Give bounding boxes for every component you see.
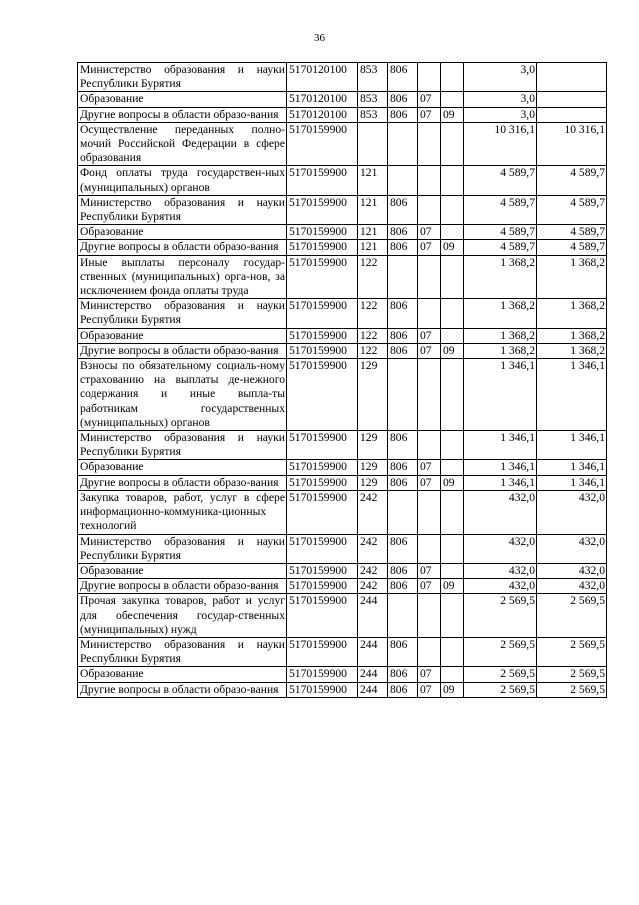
cell-administrator-code: 806: [388, 328, 418, 343]
cell-name: Образование: [78, 225, 287, 240]
cell-administrator-code: 806: [388, 299, 418, 328]
cell-expense-type: 121: [358, 225, 388, 240]
cell-target-article: 5170159900: [287, 563, 358, 578]
cell-expense-type: 244: [358, 594, 388, 638]
cell-administrator-code: 806: [388, 63, 418, 92]
cell-target-article: 5170120100: [287, 63, 358, 92]
cell-subsection: [441, 667, 464, 682]
cell-expense-type: 853: [358, 92, 388, 107]
cell-name: Другие вопросы в области образо-вания: [78, 343, 287, 358]
cell-subsection: [441, 299, 464, 328]
table-row: [78, 490, 607, 534]
cell-administrator-code: [388, 359, 418, 431]
cell-section: 07: [418, 240, 441, 255]
cell-expense-type: 242: [358, 563, 388, 578]
cell-expense-type: 129: [358, 431, 388, 460]
cell-name: Образование: [78, 460, 287, 475]
cell-amount-federal: 1 368,2: [537, 328, 607, 343]
cell-administrator-code: 806: [388, 107, 418, 122]
cell-expense-type: 129: [358, 359, 388, 431]
cell-subsection: [441, 637, 464, 666]
table-body: [78, 63, 607, 698]
cell-name: Министерство образования и науки Республики Бурятия: [78, 637, 287, 666]
cell-section: [418, 166, 441, 195]
cell-amount: 4 589,7: [464, 195, 537, 224]
cell-expense-type: 121: [358, 195, 388, 224]
table-row: [78, 195, 607, 224]
table-row: [78, 225, 607, 240]
cell-section: 07: [418, 92, 441, 107]
cell-amount-federal: [537, 92, 607, 107]
cell-expense-type: [358, 122, 388, 166]
cell-expense-type: 853: [358, 107, 388, 122]
cell-amount: 1 368,2: [464, 328, 537, 343]
table-row: [78, 328, 607, 343]
cell-amount: 432,0: [464, 579, 537, 594]
cell-administrator-code: 806: [388, 534, 418, 563]
cell-subsection: [441, 431, 464, 460]
cell-subsection: [441, 594, 464, 638]
cell-subsection: 09: [441, 240, 464, 255]
cell-amount-federal: 1 368,2: [537, 255, 607, 299]
cell-name: Образование: [78, 563, 287, 578]
cell-amount-federal: 4 589,7: [537, 166, 607, 195]
table-row: [78, 166, 607, 195]
cell-expense-type: 122: [358, 299, 388, 328]
cell-administrator-code: 806: [388, 195, 418, 224]
cell-target-article: 5170120100: [287, 92, 358, 107]
cell-section: 07: [418, 475, 441, 490]
cell-amount-federal: [537, 63, 607, 92]
cell-amount: 2 569,5: [464, 594, 537, 638]
cell-administrator-code: [388, 122, 418, 166]
cell-administrator-code: 806: [388, 343, 418, 358]
cell-target-article: 5170159900: [287, 579, 358, 594]
cell-target-article: 5170159900: [287, 682, 358, 697]
table-row: [78, 107, 607, 122]
cell-expense-type: 242: [358, 490, 388, 534]
cell-target-article: 5170159900: [287, 637, 358, 666]
cell-subsection: 09: [441, 343, 464, 358]
cell-subsection: 09: [441, 579, 464, 594]
cell-expense-type: 244: [358, 682, 388, 697]
table-row: [78, 579, 607, 594]
cell-expense-type: 121: [358, 240, 388, 255]
cell-target-article: 5170159900: [287, 299, 358, 328]
cell-expense-type: 122: [358, 343, 388, 358]
cell-expense-type: 242: [358, 534, 388, 563]
cell-section: [418, 490, 441, 534]
cell-amount: 1 346,1: [464, 431, 537, 460]
cell-section: 07: [418, 667, 441, 682]
cell-administrator-code: 806: [388, 225, 418, 240]
cell-amount-federal: 4 589,7: [537, 240, 607, 255]
cell-target-article: 5170159900: [287, 667, 358, 682]
cell-amount-federal: 1 346,1: [537, 431, 607, 460]
cell-name: Другие вопросы в области образо-вания: [78, 240, 287, 255]
cell-name: Образование: [78, 328, 287, 343]
cell-subsection: [441, 534, 464, 563]
cell-amount-federal: 432,0: [537, 534, 607, 563]
cell-amount: 10 316,1: [464, 122, 537, 166]
cell-subsection: [441, 195, 464, 224]
cell-amount-federal: 432,0: [537, 579, 607, 594]
cell-amount-federal: 1 368,2: [537, 299, 607, 328]
cell-target-article: 5170159900: [287, 195, 358, 224]
cell-name: Образование: [78, 92, 287, 107]
table-row: [78, 240, 607, 255]
cell-target-article: 5170159900: [287, 475, 358, 490]
cell-subsection: [441, 63, 464, 92]
cell-name: Министерство образования и науки Республики Бурятия: [78, 534, 287, 563]
cell-target-article: 5170159900: [287, 328, 358, 343]
cell-administrator-code: 806: [388, 682, 418, 697]
cell-amount: 432,0: [464, 490, 537, 534]
cell-administrator-code: 806: [388, 92, 418, 107]
cell-expense-type: 121: [358, 166, 388, 195]
cell-subsection: [441, 359, 464, 431]
cell-expense-type: 242: [358, 579, 388, 594]
cell-amount: 1 368,2: [464, 299, 537, 328]
cell-amount-federal: 1 368,2: [537, 343, 607, 358]
table-row: [78, 563, 607, 578]
cell-subsection: [441, 225, 464, 240]
cell-section: [418, 122, 441, 166]
cell-administrator-code: [388, 166, 418, 195]
table-row: [78, 431, 607, 460]
table-row: [78, 299, 607, 328]
cell-amount: 2 569,5: [464, 682, 537, 697]
table-row: [78, 682, 607, 697]
cell-amount: 1 346,1: [464, 475, 537, 490]
cell-section: [418, 534, 441, 563]
cell-amount-federal: 4 589,7: [537, 225, 607, 240]
cell-section: 07: [418, 682, 441, 697]
cell-target-article: 5170159900: [287, 255, 358, 299]
cell-subsection: 09: [441, 682, 464, 697]
cell-amount-federal: 432,0: [537, 563, 607, 578]
cell-expense-type: 244: [358, 637, 388, 666]
table-row: [78, 359, 607, 431]
cell-subsection: [441, 460, 464, 475]
cell-target-article: 5170159900: [287, 122, 358, 166]
cell-amount: 4 589,7: [464, 225, 537, 240]
table-row: [78, 637, 607, 666]
cell-amount-federal: 4 589,7: [537, 195, 607, 224]
cell-target-article: 5170159900: [287, 166, 358, 195]
page-number: 36: [314, 32, 325, 44]
cell-amount-federal: 2 569,5: [537, 637, 607, 666]
table-row: [78, 460, 607, 475]
cell-subsection: [441, 563, 464, 578]
cell-administrator-code: 806: [388, 667, 418, 682]
cell-name: Осуществление переданных полно-мочий Российской Федерации в сфере образования: [78, 122, 287, 166]
cell-section: [418, 195, 441, 224]
cell-administrator-code: [388, 594, 418, 638]
cell-amount-federal: 2 569,5: [537, 667, 607, 682]
cell-name: Прочая закупка товаров, работ и услуг для обеспечения государ-ственных (муниципальных) нужд: [78, 594, 287, 638]
cell-target-article: 5170159900: [287, 534, 358, 563]
cell-expense-type: 853: [358, 63, 388, 92]
cell-section: 07: [418, 460, 441, 475]
cell-name: Другие вопросы в области образо-вания: [78, 579, 287, 594]
cell-amount: 3,0: [464, 107, 537, 122]
cell-amount-federal: 1 346,1: [537, 359, 607, 431]
cell-name: Министерство образования и науки Республики Бурятия: [78, 63, 287, 92]
table-row: [78, 534, 607, 563]
cell-name: Иные выплаты персоналу государ-ственных (муниципальных) орга-нов, за исключением фонда оплаты труда: [78, 255, 287, 299]
cell-amount: 2 569,5: [464, 667, 537, 682]
table-row: [78, 343, 607, 358]
cell-subsection: [441, 122, 464, 166]
cell-amount-federal: 1 346,1: [537, 460, 607, 475]
cell-subsection: [441, 255, 464, 299]
cell-name: Образование: [78, 667, 287, 682]
cell-amount: 2 569,5: [464, 637, 537, 666]
cell-target-article: 5170159900: [287, 431, 358, 460]
cell-section: [418, 594, 441, 638]
table-row: [78, 594, 607, 638]
cell-section: [418, 63, 441, 92]
table-row: [78, 122, 607, 166]
cell-target-article: 5170159900: [287, 343, 358, 358]
budget-table: [77, 62, 607, 698]
cell-section: 07: [418, 579, 441, 594]
cell-amount: 1 346,1: [464, 359, 537, 431]
cell-target-article: 5170159900: [287, 240, 358, 255]
cell-name: Взносы по обязательному социаль-ному страхованию на выплаты де-нежного содержания и иные выпла-ты работникам государственных (муниципальных) органов: [78, 359, 287, 431]
cell-amount: 3,0: [464, 92, 537, 107]
cell-target-article: 5170120100: [287, 107, 358, 122]
cell-administrator-code: 806: [388, 240, 418, 255]
cell-expense-type: 122: [358, 255, 388, 299]
cell-section: 07: [418, 225, 441, 240]
cell-target-article: 5170159900: [287, 359, 358, 431]
table-row: [78, 475, 607, 490]
cell-section: [418, 637, 441, 666]
cell-section: [418, 359, 441, 431]
cell-expense-type: 129: [358, 460, 388, 475]
cell-subsection: [441, 166, 464, 195]
cell-name: Другие вопросы в области образо-вания: [78, 682, 287, 697]
cell-administrator-code: 806: [388, 563, 418, 578]
cell-amount: 4 589,7: [464, 166, 537, 195]
table-row: [78, 667, 607, 682]
cell-amount: 432,0: [464, 534, 537, 563]
cell-amount: 1 368,2: [464, 255, 537, 299]
cell-administrator-code: 806: [388, 637, 418, 666]
cell-amount-federal: 2 569,5: [537, 594, 607, 638]
cell-amount-federal: 10 316,1: [537, 122, 607, 166]
cell-administrator-code: 806: [388, 579, 418, 594]
cell-administrator-code: 806: [388, 475, 418, 490]
cell-section: 07: [418, 328, 441, 343]
cell-administrator-code: [388, 490, 418, 534]
cell-expense-type: 244: [358, 667, 388, 682]
table-row: [78, 255, 607, 299]
cell-amount-federal: 1 346,1: [537, 475, 607, 490]
cell-subsection: [441, 490, 464, 534]
cell-name: Другие вопросы в области образо-вания: [78, 475, 287, 490]
cell-target-article: 5170159900: [287, 225, 358, 240]
cell-section: [418, 299, 441, 328]
cell-amount-federal: 432,0: [537, 490, 607, 534]
cell-amount: 432,0: [464, 563, 537, 578]
cell-section: [418, 431, 441, 460]
cell-subsection: [441, 328, 464, 343]
cell-subsection: [441, 92, 464, 107]
table-row: [78, 63, 607, 92]
cell-name: Министерство образования и науки Республики Бурятия: [78, 195, 287, 224]
cell-subsection: 09: [441, 107, 464, 122]
cell-amount: 1 368,2: [464, 343, 537, 358]
cell-name: Закупка товаров, работ, услуг в сфере информационно-коммуника-ционных технологий: [78, 490, 287, 534]
cell-section: 07: [418, 563, 441, 578]
cell-name: Министерство образования и науки Республики Бурятия: [78, 299, 287, 328]
cell-amount: 3,0: [464, 63, 537, 92]
cell-target-article: 5170159900: [287, 490, 358, 534]
cell-section: 07: [418, 107, 441, 122]
cell-target-article: 5170159900: [287, 594, 358, 638]
cell-amount: 4 589,7: [464, 240, 537, 255]
cell-target-article: 5170159900: [287, 460, 358, 475]
table-row: [78, 92, 607, 107]
cell-name: Министерство образования и науки Республики Бурятия: [78, 431, 287, 460]
cell-amount: 1 346,1: [464, 460, 537, 475]
cell-amount-federal: [537, 107, 607, 122]
cell-administrator-code: 806: [388, 460, 418, 475]
cell-administrator-code: 806: [388, 431, 418, 460]
cell-administrator-code: [388, 255, 418, 299]
cell-name: Фонд оплаты труда государствен-ных (муниципальных) органов: [78, 166, 287, 195]
cell-section: [418, 255, 441, 299]
cell-section: 07: [418, 343, 441, 358]
cell-expense-type: 129: [358, 475, 388, 490]
cell-name: Другие вопросы в области образо-вания: [78, 107, 287, 122]
cell-expense-type: 122: [358, 328, 388, 343]
cell-amount-federal: 2 569,5: [537, 682, 607, 697]
cell-subsection: 09: [441, 475, 464, 490]
